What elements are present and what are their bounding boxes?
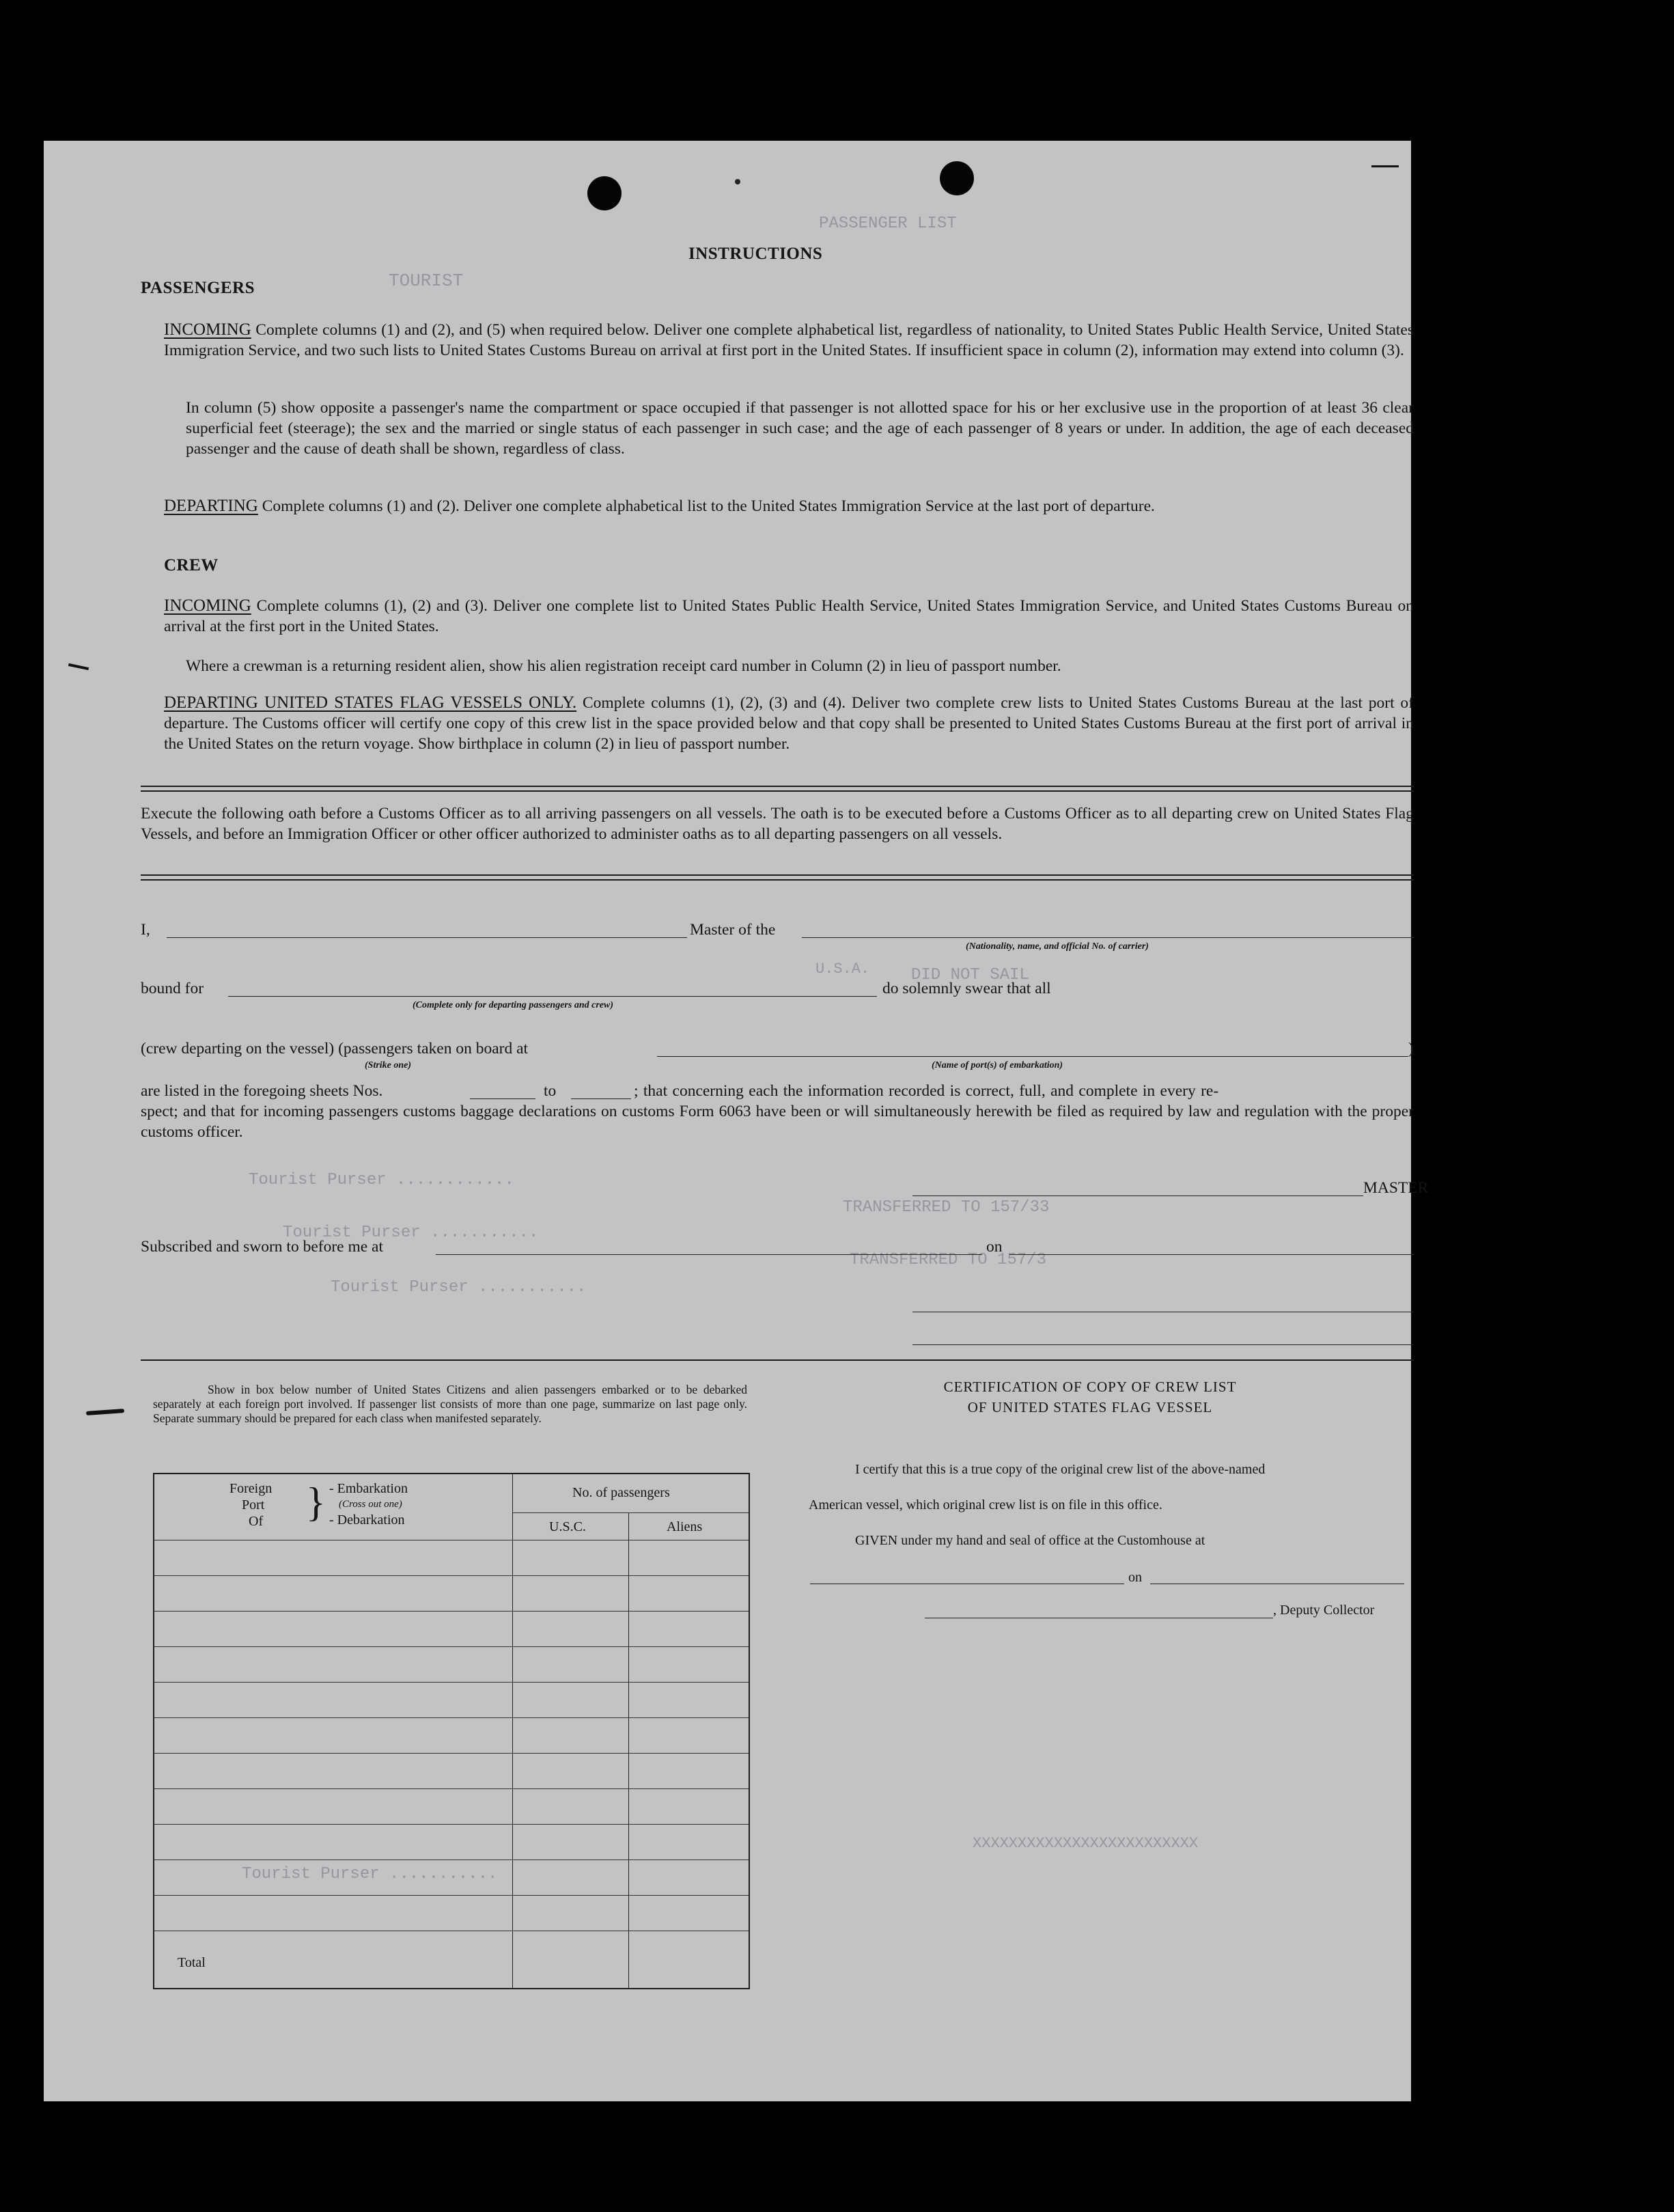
corner-mark-icon xyxy=(1371,165,1399,167)
crew-departing-paragraph xyxy=(164,693,1414,754)
passengers-departing-paragraph xyxy=(164,496,1414,516)
passengers-incoming-lead: INCOMING xyxy=(164,320,251,339)
crew-departing-text: Complete columns (1), (2), (3) and (4). Deliver two complete crew lists to United States Customs Bureau at the last port of departure. The Customs officer will certify one copy of this crew list in the space provided below and that copy shall be presented to United States Customs Bureau at the first port of arrival in the United States on the return voyage. Show birthplace in column (2) in lieu of passport number. xyxy=(164,694,1414,753)
master-of-the-label: Master of the xyxy=(690,921,776,939)
of-label: Of xyxy=(249,1514,264,1529)
nationality-hint: (Nationality, name, and official No. of carrier) xyxy=(966,941,1149,952)
table-divider-port xyxy=(512,1474,513,1988)
subscribed-place-line[interactable] xyxy=(436,1254,982,1255)
sheet-to-line[interactable] xyxy=(571,1098,631,1099)
bleed-through-purser-3: Tourist Purser ........... xyxy=(331,1278,587,1297)
listed-line1-a: are listed in the foregoing sheets Nos. xyxy=(141,1082,383,1100)
crew-incoming-lead: INCOMING xyxy=(164,596,251,615)
crew-incoming-paragraph xyxy=(164,596,1414,637)
certification-title-line1: CERTIFICATION OF COPY OF CREW LIST xyxy=(943,1379,1237,1395)
listed-line1-to: to xyxy=(544,1082,557,1100)
margin-arrow-icon xyxy=(86,1409,124,1415)
page-title: INSTRUCTIONS xyxy=(688,245,823,263)
complete-only-hint: (Complete only for departing passengers and crew) xyxy=(413,1000,613,1010)
aliens-label: Aliens xyxy=(667,1519,703,1534)
table-row xyxy=(154,1646,749,1647)
crew-resident-alien-paragraph: Where a crewman is a returning resident alien, show his alien registration receipt card number in Column (2) in lieu of passport number. xyxy=(186,657,1061,675)
bleed-through-did-not-sail: DID NOT SAIL xyxy=(911,966,1029,984)
crew-heading: CREW xyxy=(164,556,219,575)
crew-incoming-text: Complete columns (1), (2) and (3). Deliver one complete list to United States Public Health Service, United States Immigration Service, and United States Customs Bureau on arrival at the first port in the United States. xyxy=(164,597,1414,635)
punch-hole-right xyxy=(940,161,974,195)
section-divider-1 xyxy=(141,786,1414,792)
total-label: Total xyxy=(178,1955,206,1970)
subscribed-label: Subscribed and sworn to before me at xyxy=(141,1238,384,1256)
bleed-through-transferred-1: TRANSFERRED TO 157/33 xyxy=(843,1198,1050,1217)
passengers-incoming-paragraph xyxy=(164,320,1414,361)
carrier-line[interactable] xyxy=(802,937,1414,938)
subscribed-date-line[interactable] xyxy=(1009,1254,1414,1255)
oath-intro-paragraph: Execute the following oath before a Customs Officer as to all arriving passengers on all vessels. The oath is to be executed before a Customs Officer as to all departing crew on United States Flag Vessels, and before an Immigration Officer or other officer authorized to administer oaths as to all departing passengers on all vessels. xyxy=(141,805,1414,843)
master-signature-line[interactable] xyxy=(912,1195,1363,1196)
subscribed-on-label: on xyxy=(986,1238,1003,1256)
strike-one-hint: (Strike one) xyxy=(365,1060,412,1070)
master-name-line[interactable] xyxy=(167,937,687,938)
table-row xyxy=(154,1788,749,1789)
embarkation-label: - Embarkation xyxy=(329,1481,408,1496)
table-header-split xyxy=(512,1512,749,1513)
oath-i-label: I, xyxy=(141,921,150,939)
solemnly-swear-label: do solemnly swear that all xyxy=(882,980,1051,997)
oath-close-paren: ) xyxy=(1408,1040,1414,1057)
passenger-summary-table xyxy=(153,1473,750,1989)
speck xyxy=(735,179,740,184)
port-label: Port xyxy=(242,1497,265,1512)
bleed-through-purser-1: Tourist Purser ............ xyxy=(249,1171,514,1189)
master-signature-label: MASTER xyxy=(1363,1179,1429,1197)
debarkation-label: - Debarkation xyxy=(329,1512,405,1527)
section-divider-2 xyxy=(141,874,1414,881)
no-of-passengers-label: No. of passengers xyxy=(572,1485,670,1500)
cert-on-label: on xyxy=(1128,1570,1142,1585)
certify-line2: American vessel, which original crew list is on file in this office. xyxy=(809,1497,1162,1512)
certification-title-line2: OF UNITED STATES FLAG VESSEL xyxy=(967,1399,1213,1415)
bound-for-line[interactable] xyxy=(228,996,877,997)
passengers-departing-text: Complete columns (1) and (2). Deliver one complete alphabetical list to the United States Immigration Service at the last port of departure. xyxy=(262,497,1155,515)
table-row xyxy=(154,1895,749,1896)
bleed-through-tourist: TOURIST xyxy=(389,271,464,291)
foreign-label: Foreign xyxy=(229,1481,273,1496)
given-label: GIVEN under my hand and seal of office at the Customhouse at xyxy=(855,1533,1205,1548)
ports-hint: (Name of port(s) of embarkation) xyxy=(932,1060,1063,1070)
passengers-heading: PASSENGERS xyxy=(141,279,255,297)
bleed-through-passenger-list: PASSENGER LIST xyxy=(819,215,957,233)
certify-line1: I certify that this is a true copy of the original crew list of the above-named xyxy=(855,1462,1266,1477)
table-row xyxy=(154,1824,749,1825)
listed-line2: spect; and that for incoming passengers customs baggage declarations on customs Form 6063 have been or will simultaneously herewith be filed as required by law and regulation with the proper customs officer. xyxy=(141,1103,1414,1141)
punch-hole-left xyxy=(587,176,622,210)
brace-icon: } xyxy=(306,1480,326,1525)
sheet-from-line[interactable] xyxy=(470,1098,535,1099)
bleed-through-transferred-2: TRANSFERRED TO 157/3 xyxy=(850,1251,1047,1269)
summary-note: Show in box below number of United States Citizens and alien passengers embarked or to be debarked separately at each foreign port involved. If passenger list consists of more than one page, summarize on last page only. Separate summary should be prepared for each class when manifested separately. xyxy=(153,1383,747,1425)
crew-departing-lead: DEPARTING UNITED STATES FLAG VESSELS ONLY. xyxy=(164,693,577,712)
deputy-collector-label: , Deputy Collector xyxy=(1273,1603,1375,1618)
bleed-through-strikeout: XXXXXXXXXXXXXXXXXXXXXXXXX xyxy=(973,1835,1199,1852)
table-row xyxy=(154,1682,749,1683)
table-row xyxy=(154,1717,749,1718)
table-divider-usc xyxy=(628,1512,629,1988)
crew-departing-label: (crew departing on the vessel) (passengers taken on board at xyxy=(141,1040,529,1057)
passengers-departing-lead: DEPARTING xyxy=(164,497,258,515)
listed-line1-b: ; that concerning each the information recorded is correct, full, and complete in every re- xyxy=(634,1082,1219,1100)
bleed-through-purser-4: Tourist Purser ........... xyxy=(242,1865,498,1883)
passengers-incoming-text: Complete columns (1) and (2), and (5) when required below. Deliver one complete alphabetical list, regardless of nationality, to United States Public Health Service, United States Immigration Service, and two such lists to United States Customs Bureau on arrival at first port in the United States. If insufficient space in column (2), information may extend into column (3). xyxy=(164,321,1414,359)
officer-signature-line-2[interactable] xyxy=(912,1344,1414,1345)
table-row xyxy=(154,1611,749,1612)
bleed-through-usa: U.S.A. xyxy=(815,960,870,978)
embarkation-port-line[interactable] xyxy=(657,1056,1408,1057)
bound-for-label: bound for xyxy=(141,980,204,997)
bleed-through-purser-2: Tourist Purser ........... xyxy=(283,1223,539,1242)
passengers-column5-paragraph: In column (5) show opposite a passenger's name the compartment or space occupied if that passenger is not allotted space for his or her exclusive use in the proportion of at least 36 clear superficial feet (steerage); the sex and the married or single status of each passenger in such case; and the age of each passenger of 8 years or under. In addition, the age of each deceased passenger and the cause of death shall be shown, regardless of class. xyxy=(186,399,1414,458)
usc-label: U.S.C. xyxy=(549,1519,586,1534)
document-page xyxy=(44,141,1429,2101)
table-row xyxy=(154,1753,749,1754)
table-row xyxy=(154,1575,749,1576)
cross-out-hint: (Cross out one) xyxy=(339,1499,402,1510)
margin-arrow-icon xyxy=(68,663,89,670)
section-divider-3 xyxy=(141,1359,1414,1361)
